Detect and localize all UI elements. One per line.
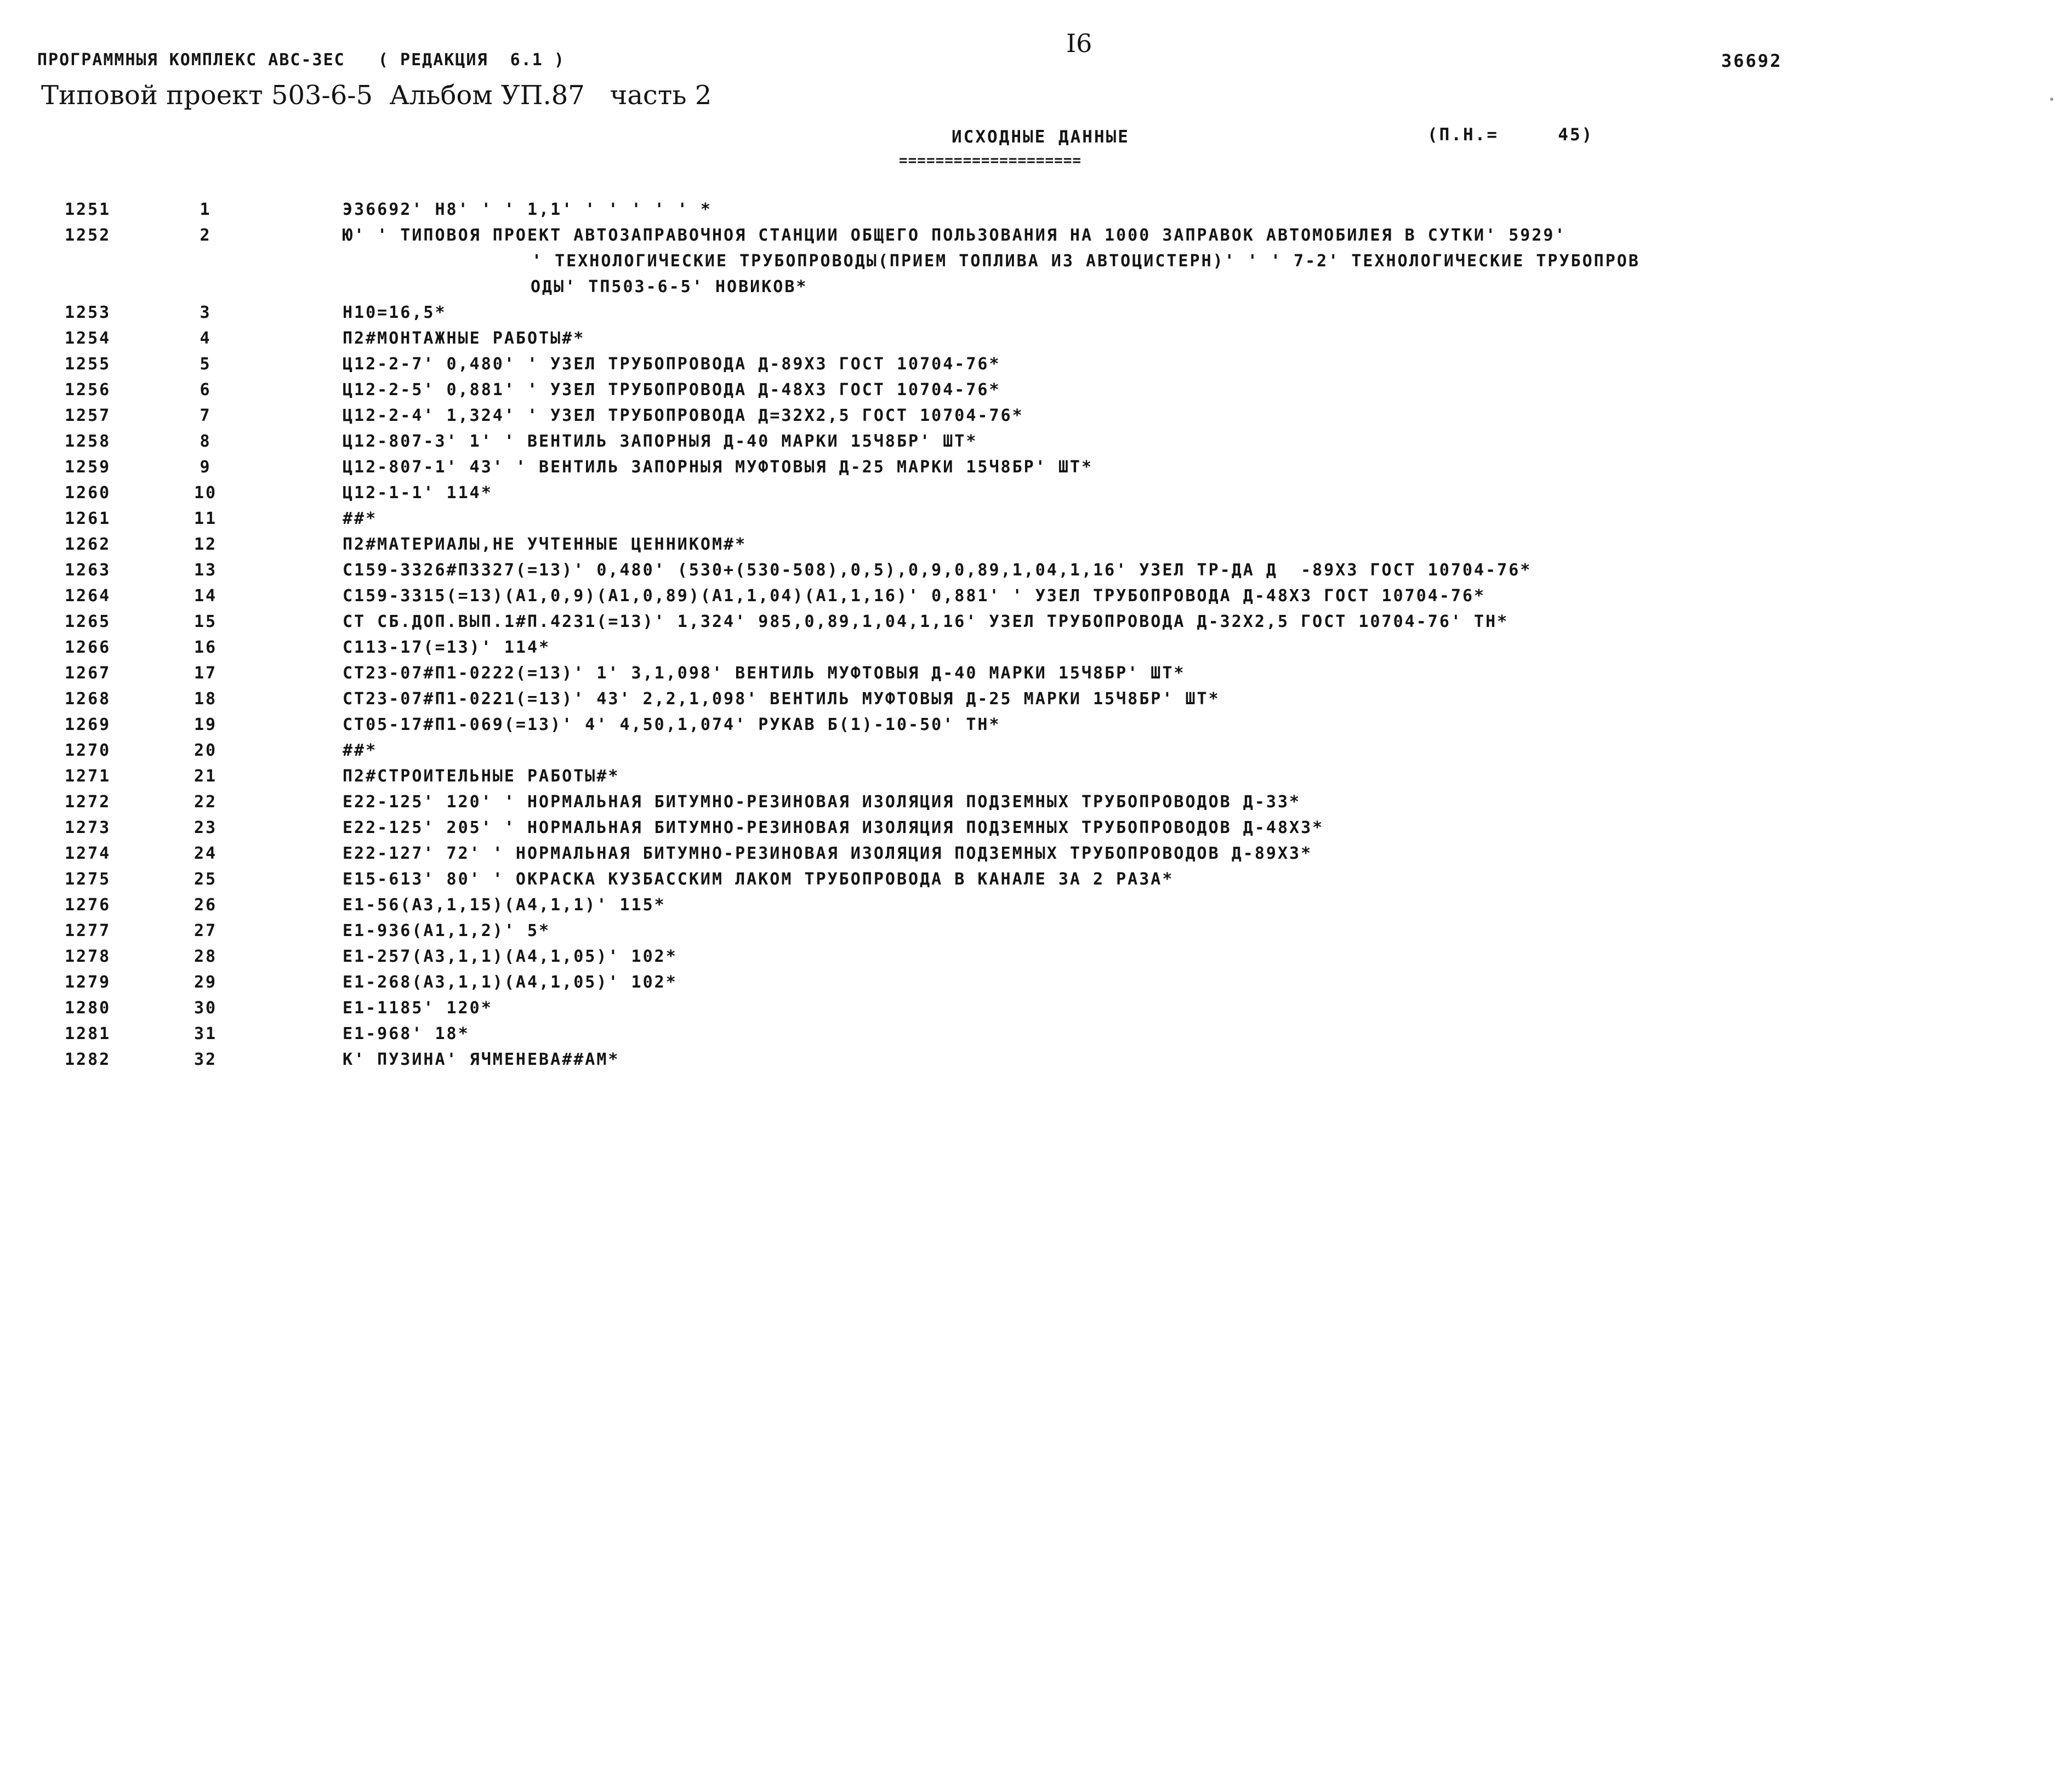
record-text: Е22-127' 72' ' НОРМАЛЬНАЯ БИТУМНО-РЕЗИНОВАЯ ИЗОЛЯЦИЯ ПОДЗЕМНЫХ ТРУБОПРОВОДОВ Д-89Х3* (343, 844, 1313, 863)
record-index: 5 (200, 355, 212, 374)
record-text: П2#СТРОИТЕЛЬНЫЕ РАБОТЫ#* (343, 767, 620, 786)
record-text: Э36692' Н8' ' ' 1,1' ' ' ' ' ' * (343, 200, 712, 219)
record-index: 2 (200, 226, 212, 245)
record-index: 25 (193, 870, 218, 889)
record-index: 12 (193, 535, 218, 554)
record-index: 8 (200, 432, 212, 451)
line-number: 1258 (65, 432, 111, 451)
record-text: Ц12-1-1' 114* (343, 483, 493, 503)
line-number: 1279 (65, 973, 111, 992)
record-index: 22 (193, 792, 218, 812)
record-index: 14 (193, 586, 218, 606)
record-text: Е1-268(А3,1,1)(А4,1,05)' 102* (343, 973, 678, 992)
record-index: 21 (193, 767, 218, 786)
record-index: 6 (200, 380, 212, 400)
record-text: Ц12-2-5' 0,881' ' УЗЕЛ ТРУБОПРОВОДА Д-48Х3 ГОСТ 10704-76* (343, 380, 1001, 400)
scan-dot (2050, 98, 2053, 101)
line-number: 1282 (65, 1050, 111, 1069)
line-number: 1254 (65, 329, 111, 348)
record-text: П2#МАТЕРИАЛЫ,НЕ УЧТЕННЫЕ ЦЕННИКОМ#* (343, 535, 747, 554)
record-text: Ц12-2-7' 0,480' ' УЗЕЛ ТРУБОПРОВОДА Д-89Х3 ГОСТ 10704-76* (343, 355, 1001, 374)
record-index: 13 (193, 561, 218, 580)
listing-row-continuation (0, 277, 2072, 303)
record-text: Е15-613' 80' ' ОКРАСКА КУЗБАССКИМ ЛАКОМ ТРУБОПРОВОДА В КАНАЛЕ ЗА 2 РАЗА* (343, 870, 1174, 889)
record-index: 10 (193, 483, 218, 503)
listing-row (0, 741, 2072, 767)
record-index: 28 (193, 947, 218, 966)
listing-row (0, 767, 2072, 792)
listing-row (0, 844, 2072, 870)
listing-row (0, 818, 2072, 844)
record-index: 17 (193, 664, 218, 683)
record-index: 15 (193, 612, 218, 631)
listing-row (0, 200, 2072, 226)
record-text: Е1-968' 18* (343, 1024, 470, 1043)
line-number: 1268 (65, 689, 111, 709)
section-underline: ==================== (899, 152, 1082, 169)
listing-row (0, 303, 2072, 329)
listing-row (0, 586, 2072, 612)
line-number: 1259 (65, 458, 111, 477)
listing-row (0, 432, 2072, 458)
record-text: СТ23-07#П1-0222(=13)' 1' 3,1,098' ВЕНТИЛЬ МУФТОВЫЯ Д-40 МАРКИ 15Ч8БР' ШТ* (343, 664, 1186, 683)
listing-row (0, 638, 2072, 664)
record-index: 24 (193, 844, 218, 863)
record-text: С113-17(=13)' 114* (343, 638, 551, 657)
record-text: Ю' ' ТИПОВОЯ ПРОЕКТ АВТОЗАПРАВОЧНОЯ СТАНЦИИ ОБЩЕГО ПОЛЬЗОВАНИЯ НА 1000 ЗАПРАВОК АВТОМОБИЛЕЯ В СУТКИ' 5929' (343, 226, 1567, 245)
listing-row (0, 612, 2072, 638)
listing-row (0, 380, 2072, 406)
line-number: 1281 (65, 1024, 111, 1043)
listing-row (0, 947, 2072, 973)
page-number: I6 (1066, 28, 1092, 58)
listing-row (0, 870, 2072, 895)
record-index: 9 (200, 458, 212, 477)
record-text: Е1-936(А1,1,2)' 5* (343, 921, 551, 940)
line-number: 1272 (65, 792, 111, 812)
listing-row (0, 355, 2072, 380)
listing-row (0, 509, 2072, 535)
line-number: 1257 (65, 406, 111, 425)
project-title: Типовой проект 503-6-5 Альбом УП.87 часть 2 (41, 80, 712, 111)
listing-row (0, 1050, 2072, 1076)
line-number: 1275 (65, 870, 111, 889)
record-index: 11 (193, 509, 218, 528)
line-number: 1271 (65, 767, 111, 786)
record-text: Е22-125' 120' ' НОРМАЛЬНАЯ БИТУМНО-РЕЗИНОВАЯ ИЗОЛЯЦИЯ ПОДЗЕМНЫХ ТРУБОПРОВОДОВ Д-33* (343, 792, 1301, 812)
line-number: 1264 (65, 586, 111, 606)
listing-row (0, 792, 2072, 818)
record-text: Ц12-807-3' 1' ' ВЕНТИЛЬ ЗАПОРНЫЯ Д-40 МАРКИ 15Ч8БР' ШТ* (343, 432, 978, 451)
record-text: Е1-257(А3,1,1)(А4,1,05)' 102* (343, 947, 678, 966)
line-number: 1276 (65, 895, 111, 915)
record-text: ##* (343, 509, 378, 528)
line-number: 1278 (65, 947, 111, 966)
listing-row (0, 329, 2072, 355)
listing-row (0, 715, 2072, 741)
document-code: 36692 (1721, 50, 1783, 71)
record-index: 26 (193, 895, 218, 915)
line-number: 1274 (65, 844, 111, 863)
record-text: СТ05-17#П1-069(=13)' 4' 4,50,1,074' РУКАВ Б(1)-10-50' ТН* (343, 715, 1001, 734)
record-index: 29 (193, 973, 218, 992)
record-text: СТ23-07#П1-0221(=13)' 43' 2,2,1,098' ВЕНТИЛЬ МУФТОВЫЯ Д-25 МАРКИ 15Ч8БР' ШТ* (343, 689, 1220, 709)
line-number: 1273 (65, 818, 111, 837)
section-reference: (П.Н.= 45) (1427, 125, 1594, 145)
record-text: Ц12-807-1' 43' ' ВЕНТИЛЬ ЗАПОРНЫЯ МУФТОВЫЯ Д-25 МАРКИ 15Ч8БР' ШТ* (343, 458, 1093, 477)
record-text: Е1-56(А3,1,15)(А4,1,1)' 115* (343, 895, 666, 915)
listing-row (0, 1024, 2072, 1050)
record-text: С159-3326#П3327(=13)' 0,480' (530+(530-508),0,5),0,9,0,89,1,04,1,16' УЗЕЛ ТР-ДА Д -89Х3 ГОСТ 10704-76* (343, 561, 1532, 580)
record-text: Е1-1185' 120* (343, 999, 493, 1018)
record-index: 1 (200, 200, 212, 219)
record-index: 31 (193, 1024, 218, 1043)
listing-row (0, 689, 2072, 715)
line-number: 1252 (65, 226, 111, 245)
record-text: С159-3315(=13)(А1,0,9)(А1,0,89)(А1,1,04)(А1,1,16)' 0,881' ' УЗЕЛ ТРУБОПРОВОДА Д-48Х3 ГОСТ 10704-76* (343, 586, 1486, 606)
record-text: СТ СБ.ДОП.ВЫП.1#П.4231(=13)' 1,324' 985,0,89,1,04,1,16' УЗЕЛ ТРУБОПРОВОДА Д-32Х2,5 ГОСТ 10704-76' ТН* (343, 612, 1509, 631)
listing-row (0, 973, 2072, 999)
listing-row (0, 664, 2072, 689)
line-number: 1280 (65, 999, 111, 1018)
line-number: 1260 (65, 483, 111, 503)
line-number: 1256 (65, 380, 111, 400)
listing-row (0, 458, 2072, 483)
listing-row (0, 999, 2072, 1024)
record-index: 7 (200, 406, 212, 425)
record-text: Е22-125' 205' ' НОРМАЛЬНАЯ БИТУМНО-РЕЗИНОВАЯ ИЗОЛЯЦИЯ ПОДЗЕМНЫХ ТРУБОПРОВОДОВ Д-48Х3* (343, 818, 1324, 837)
record-index: 23 (193, 818, 218, 837)
listing-row (0, 561, 2072, 586)
record-index: 18 (193, 689, 218, 709)
line-number: 1263 (65, 561, 111, 580)
record-index: 20 (193, 741, 218, 760)
line-number: 1270 (65, 741, 111, 760)
line-number: 1261 (65, 509, 111, 528)
record-text-continuation: ' ТЕХНОЛОГИЧЕСКИЕ ТРУБОПРОВОДЫ(ПРИЕМ ТОПЛИВА ИЗ АВТОЦИСТЕРН)' ' ' 7-2' ТЕХНОЛОГИЧЕСКИЕ ТРУБОПРОВ (532, 252, 1640, 271)
listing-row-continuation (0, 252, 2072, 277)
listing-row (0, 895, 2072, 921)
listing-row (0, 483, 2072, 509)
listing-row (0, 226, 2072, 252)
record-index: 4 (200, 329, 212, 348)
line-number: 1266 (65, 638, 111, 657)
program-title: ПРОГРАММНЫЯ КОМПЛЕКС АВС-ЗЕС ( РЕДАКЦИЯ 6.1 ) (37, 50, 565, 70)
record-text: П2#МОНТАЖНЫЕ РАБОТЫ#* (343, 329, 585, 348)
record-text: Ц12-2-4' 1,324' ' УЗЕЛ ТРУБОПРОВОДА Д=32Х2,5 ГОСТ 10704-76* (343, 406, 1024, 425)
line-number: 1262 (65, 535, 111, 554)
line-number: 1255 (65, 355, 111, 374)
line-number: 1269 (65, 715, 111, 734)
line-number: 1253 (65, 303, 111, 322)
line-number: 1267 (65, 664, 111, 683)
record-text-continuation: ОДЫ' ТП503-6-5' НОВИКОВ* (531, 277, 808, 296)
record-index: 3 (200, 303, 212, 322)
record-index: 32 (193, 1050, 218, 1069)
listing-row (0, 406, 2072, 432)
record-text: Н10=16,5* (343, 303, 447, 322)
record-index: 27 (193, 921, 218, 940)
record-text: ##* (343, 741, 378, 760)
record-index: 16 (193, 638, 218, 657)
line-number: 1251 (65, 200, 111, 219)
record-text: К' ПУЗИНА' ЯЧМЕНЕВА##АМ* (343, 1050, 620, 1069)
data-listing (0, 200, 2072, 1076)
listing-row (0, 921, 2072, 947)
listing-row (0, 535, 2072, 561)
record-index: 19 (193, 715, 218, 734)
line-number: 1265 (65, 612, 111, 631)
record-index: 30 (193, 999, 218, 1018)
section-title: ИСХОДНЫЕ ДАННЫЕ (952, 127, 1130, 147)
line-number: 1277 (65, 921, 111, 940)
